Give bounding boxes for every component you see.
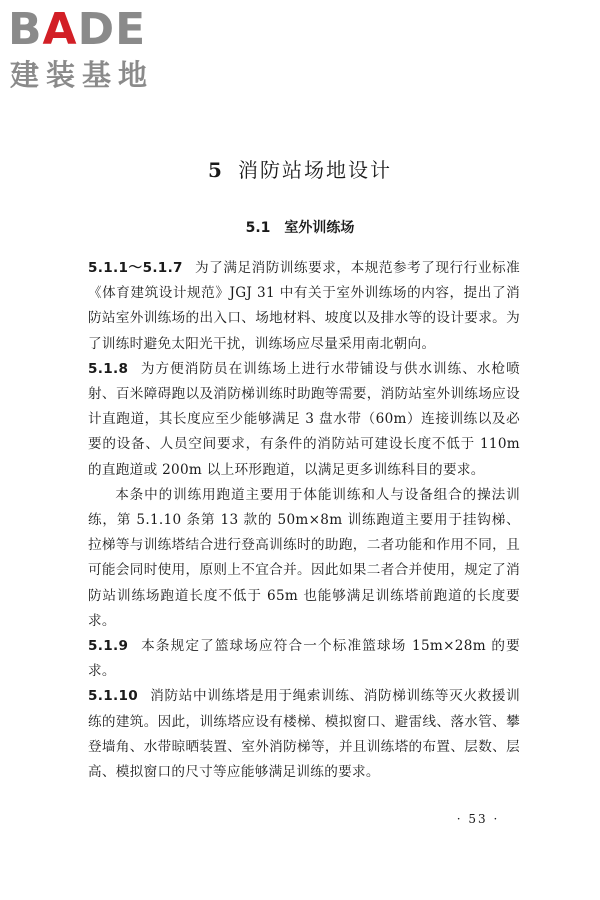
logo-word-a-accent: A	[42, 4, 78, 55]
clause-number: 5.1.8	[88, 360, 129, 377]
clause-text: 本条规定了篮球场应符合一个标准篮球场 15m×28m 的要求。	[88, 638, 520, 680]
section-title-text: 室外训练场	[284, 220, 355, 236]
clause-text: 为了满足消防训练要求，本规范参考了现行行业标准《体育建筑设计规范》JGJ 31 中有关于室外训练场的内容，提出了消防站室外训练场的出入口、场地材料、坡度以及排水等的设计要求。为了训练时避免太阳光干扰，训练场应尽量采用南北朝向。	[88, 260, 520, 352]
clause-number: 5.1.9	[88, 638, 129, 655]
logo-word-b: B	[8, 4, 43, 55]
clause-paragraph	[88, 684, 520, 785]
clause-text: 本条中的训练用跑道主要用于体能训练和人与设备组合的操法训练，第 5.1.10 条第 13 款的 50m×8m 训练跑道主要用于挂钩梯、拉梯等与训练塔结合进行登高训练时的助跑，二者功能和作用不同，且可能会同时使用，原则上不宜合并。因此如果二者合并使用，规定了消防站训练场跑道长度不低于 65m 也能够满足训练塔前跑道的长度要求。	[88, 486, 520, 629]
bade-logo	[8, 6, 178, 96]
page-number: · 53 ·	[456, 812, 500, 826]
clause-paragraph	[88, 256, 520, 357]
chapter-title-text: 消防站场地设计	[237, 158, 392, 182]
clause-number: 5.1.10	[88, 688, 138, 705]
clause-text: 消防站中训练塔是用于绳索训练、消防梯训练等灭火救援训练的建筑。因此，训练塔应设有楼梯、模拟窗口、避雷线、落水管、攀登墙角、水带晾晒装置、室外消防梯等，并且训练塔的布置、层数、层高、模拟窗口的尺寸等应能够满足训练的要求。	[88, 688, 520, 781]
section-number: 5.1	[245, 220, 271, 236]
explanation-paragraph	[88, 483, 520, 634]
section-title	[0, 218, 600, 238]
body-text	[88, 256, 520, 785]
clause-number: 5.1.1～5.1.7	[88, 260, 183, 276]
logo-wordmark	[8, 6, 146, 54]
clause-paragraph	[88, 634, 520, 684]
chapter-number: 5	[208, 158, 224, 182]
logo-subtitle: 建装基地	[10, 58, 155, 92]
clause-paragraph	[88, 357, 520, 483]
logo-word-de: DE	[77, 4, 147, 55]
clause-text: 为方便消防员在训练场上进行水带铺设与供水训练、水枪喷射、百米障碍跑以及消防梯训练时助跑等需要，消防站室外训练场应设计直跑道，其长度应至少能够满足 3 盘水带（60m）连接训练以及必要的设备、人员空间要求，有条件的消防站可建设长度不低于 110m 的直跑道或 200m 以上环形跑道，以满足更多训练科目的要求。	[88, 360, 520, 478]
chapter-title	[0, 156, 600, 184]
